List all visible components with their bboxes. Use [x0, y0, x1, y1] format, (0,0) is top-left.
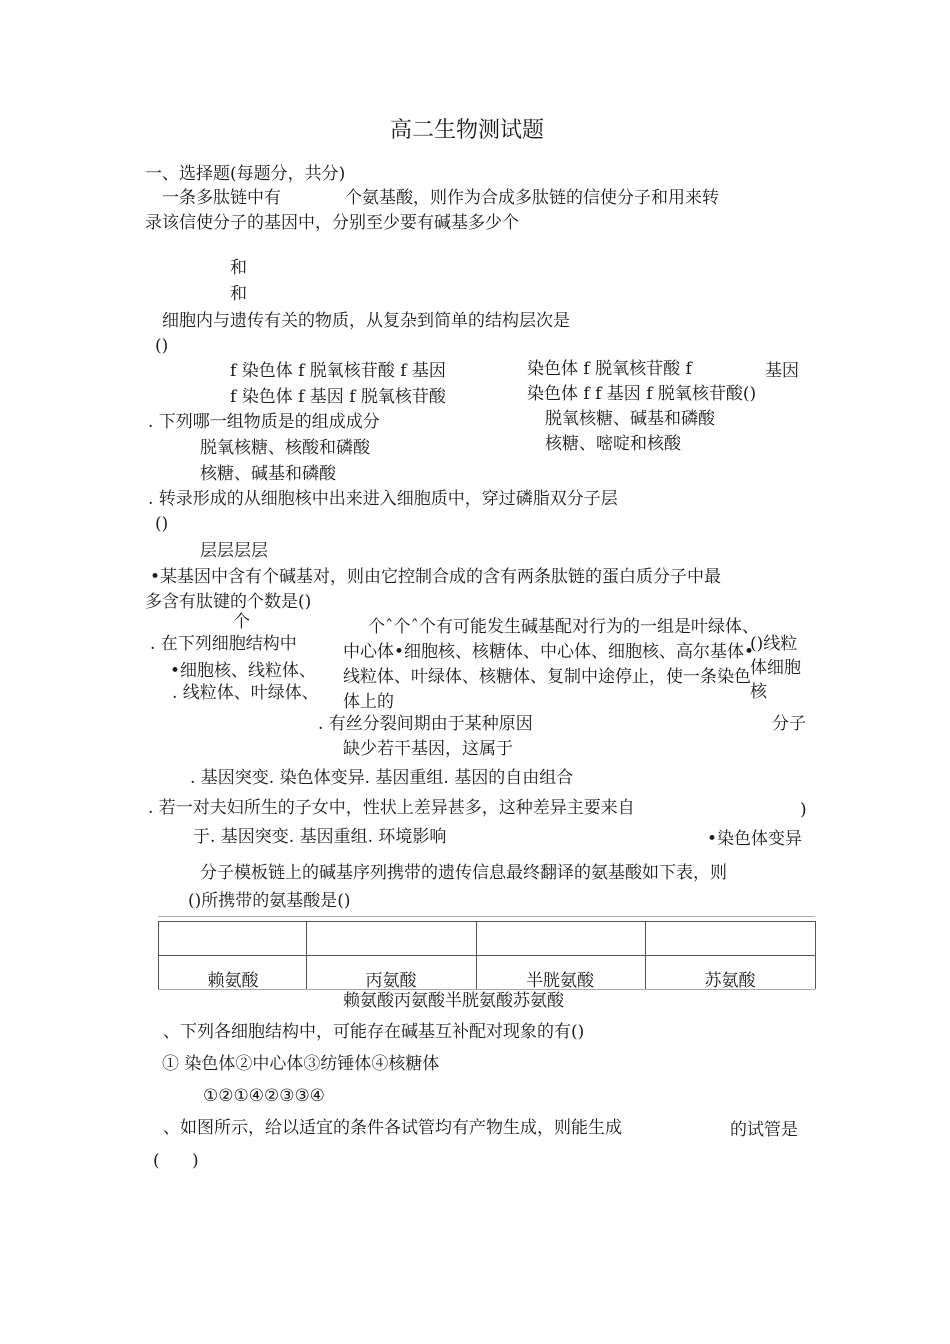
q3-option-b: 脱氧核糖、核酸和磷酸 — [200, 438, 370, 458]
q10-stem: 、下列各细胞结构中，可能存在碱基互补配对现象的有() — [163, 1022, 585, 1042]
q6-row3b: 线粒体、叶绿体、核糖体、复制中途停止，使一条染色 — [343, 667, 751, 687]
q7-line1-end: 分子 — [772, 714, 806, 734]
q6-row1c: ()线粒 — [750, 634, 798, 654]
page-title: 高二生物测试题 — [390, 118, 545, 143]
q3-option-a: 脱氧核糖、碱基和磷酸 — [545, 409, 715, 429]
q6-row1b: . 在下列细胞结构中 — [150, 634, 297, 654]
section-heading: 一、选择题(每题分，共分) — [145, 164, 346, 184]
q6-row2b: 体细胞 — [750, 658, 801, 678]
table-vline-2 — [476, 921, 477, 989]
q6-row3a: •细胞核、线粒体、 — [170, 661, 317, 681]
q2-option-c: f 染色体 f 基因 f 脱氧核苷酸 — [230, 387, 446, 407]
q4-stem: . 转录形成的从细胞核中出来进入细胞质中，穿过磷脂双分子层 — [148, 489, 618, 509]
q3-option-c: 核糖、嘧啶和核酸 — [545, 434, 681, 454]
q9-options: 赖氨酸丙氨酸半胱氨酸苏氨酸 — [343, 991, 564, 1011]
table-line-1 — [158, 921, 815, 922]
table-top-line — [158, 916, 815, 917]
q2-paren: () — [155, 336, 169, 356]
q5-line1: •某基因中含有个碱基对，则由它控制合成的含有两条肽链的蛋白质分子中最 — [150, 567, 722, 587]
table-cell: 半胱氨酸 — [526, 971, 594, 991]
q11-stem-end: 的试管是 — [730, 1120, 798, 1140]
q5-unit: 个 — [233, 612, 250, 632]
q1-option-1: 和 — [230, 258, 247, 278]
q6-row4a: . 线粒体、叶绿体、 — [172, 683, 319, 703]
table-cell: 苏氨酸 — [704, 971, 756, 991]
q8-paren: ) — [800, 800, 807, 820]
q4-options: 层层层层 — [200, 541, 268, 561]
q2-option-d: 染色体 f f 基因 f 脱氧核苷酸() — [527, 384, 757, 404]
q1-line2: 录该信使分子的基因中，分别至少要有碱基多少个 — [145, 213, 519, 233]
q1-line1b: 个氨基酸，则作为合成多肽链的信使分子和用来转 — [345, 188, 719, 208]
q8-option-d: •染色体变异 — [707, 829, 803, 849]
table-cell: 赖氨酸 — [207, 971, 259, 991]
q2-option-b-end: 基因 — [765, 361, 799, 381]
q10-options: ①②①④②③③④ — [203, 1086, 325, 1106]
q3-option-d: 核糖、碱基和磷酸 — [200, 464, 336, 484]
q11-stem: 、如图所示，给以适宜的条件各试管均有产物生成，则能生成 — [163, 1118, 622, 1138]
q5-line2: 多含有肽键的个数是() — [145, 592, 312, 612]
q2-stem: 细胞内与遗传有关的物质，从复杂到简单的结构层次是 — [162, 311, 570, 331]
q7-line1: . 有丝分裂间期由于某种原因 — [318, 714, 533, 734]
q7-options: . 基因突变. 染色体变异. 基因重组. 基因的自由组合 — [190, 768, 574, 788]
q11-paren: ( ) — [153, 1151, 199, 1171]
table-cell: 丙氨酸 — [365, 971, 417, 991]
table-vline-4 — [815, 921, 816, 989]
q2-option-a: f 染色体 f 脱氧核苷酸 f 基因 — [230, 361, 446, 381]
q1-line1a: 一条多肽链中有 — [162, 188, 281, 208]
q2-option-b: 染色体 f 脱氧核苷酸 f — [527, 359, 692, 379]
q6-row2a: 中心体•细胞核、核糖体、中心体、细胞核、高尔基体• — [343, 642, 755, 662]
q3-stem: . 下列哪一组物质是的组成成分 — [148, 412, 380, 432]
q6-row1a: 个ˆ个ˆ个有可能发生碱基配对行为的一组是叶绿体、 — [368, 617, 759, 637]
q9-line2: ()所携带的氨基酸是() — [188, 891, 351, 911]
q6-row5: 体上的 — [343, 692, 394, 712]
table-line-2 — [158, 955, 815, 956]
q8-stem: . 若一对夫妇所生的子女中，性状上差异甚多，这种差异主要来自 — [148, 798, 635, 818]
q1-option-2: 和 — [230, 284, 247, 304]
q7-line2: 缺少若干基因，这属于 — [343, 739, 513, 759]
q10-items: ① 染色体②中心体③纺锤体④核糖体 — [162, 1054, 440, 1074]
q9-line1: 分子模板链上的碱基序列携带的遗传信息最终翻译的氨基酸如下表，则 — [200, 863, 727, 883]
table-vline-3 — [645, 921, 646, 989]
q6-row4b: 核 — [750, 682, 767, 702]
q4-paren: () — [155, 514, 169, 534]
q8-options: 于. 基因突变. 基因重组. 环境影响 — [193, 827, 447, 847]
